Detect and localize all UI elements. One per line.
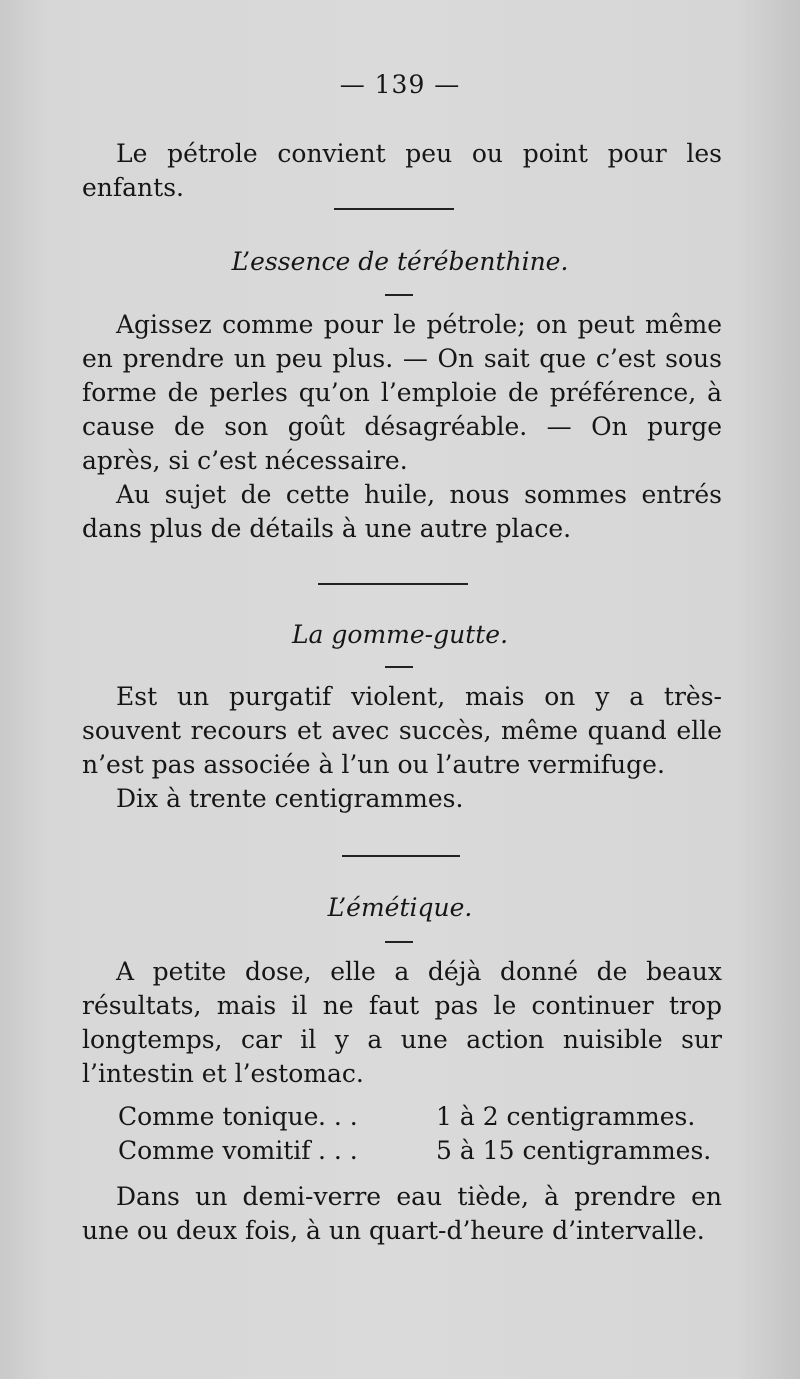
dose-value: 1 à 2 centigrammes. [436, 1102, 696, 1131]
paragraph: Agissez comme pour le pétrole; on peut même en prendre un peu plus. — On sait que c’est sous forme de perles qu’on l’emploie de préférence, à cause de son goût désagréable. — On purge après, si c’est nécessaire. [82, 310, 722, 475]
closing-paragraph-block [82, 1180, 722, 1248]
paragraph: Est un purgatif violent, mais on y a très-souvent recours et avec succès, même quand elle n’est pas associée à l’un ou l’autre vermifuge. [82, 682, 722, 779]
section-body-gomme-gutte [82, 680, 722, 816]
section-divider [342, 855, 460, 857]
heading-dash [385, 941, 413, 943]
section-divider [334, 208, 454, 210]
dose-leader-dots: . . . [318, 1102, 358, 1131]
dose-row [118, 1100, 711, 1134]
dose-value: 5 à 15 centigrammes. [436, 1136, 712, 1165]
section-heading-essence: L’essence de térébenthine. [231, 247, 569, 276]
section-divider [318, 583, 468, 585]
paragraph: A petite dose, elle a déjà donné de beaux résultats, mais il ne faut pas le continuer trop longtemps, car il y a une action nuisible sur l’intestin et l’estomac. [82, 957, 722, 1088]
closing-paragraph: Dans un demi-verre eau tiède, à prendre en une ou deux fois, à un quart-d’heure d’intervalle. [82, 1182, 722, 1245]
intro-paragraph-block [82, 137, 722, 205]
intro-paragraph: Le pétrole convient peu ou point pour les enfants. [82, 139, 722, 202]
section-body-emetique [82, 955, 722, 1091]
dose-leader-dots: . . . [318, 1136, 358, 1165]
heading-dash [385, 666, 413, 668]
section-heading-emetique: L’émétique. [327, 893, 473, 922]
dose-table [118, 1100, 711, 1168]
page-number: — 139 — [339, 70, 461, 99]
heading-dash [385, 294, 413, 296]
paragraph: Au sujet de cette huile, nous sommes entrés dans plus de détails à une autre place. [82, 480, 722, 543]
dose-row [118, 1134, 711, 1168]
dose-label: Comme vomitif [118, 1136, 311, 1165]
section-heading-gomme-gutte: La gomme-gutte. [291, 620, 509, 649]
paragraph: Dix à trente centigrammes. [116, 784, 464, 813]
dose-label: Comme tonique [118, 1102, 319, 1131]
section-body-essence [82, 308, 722, 546]
